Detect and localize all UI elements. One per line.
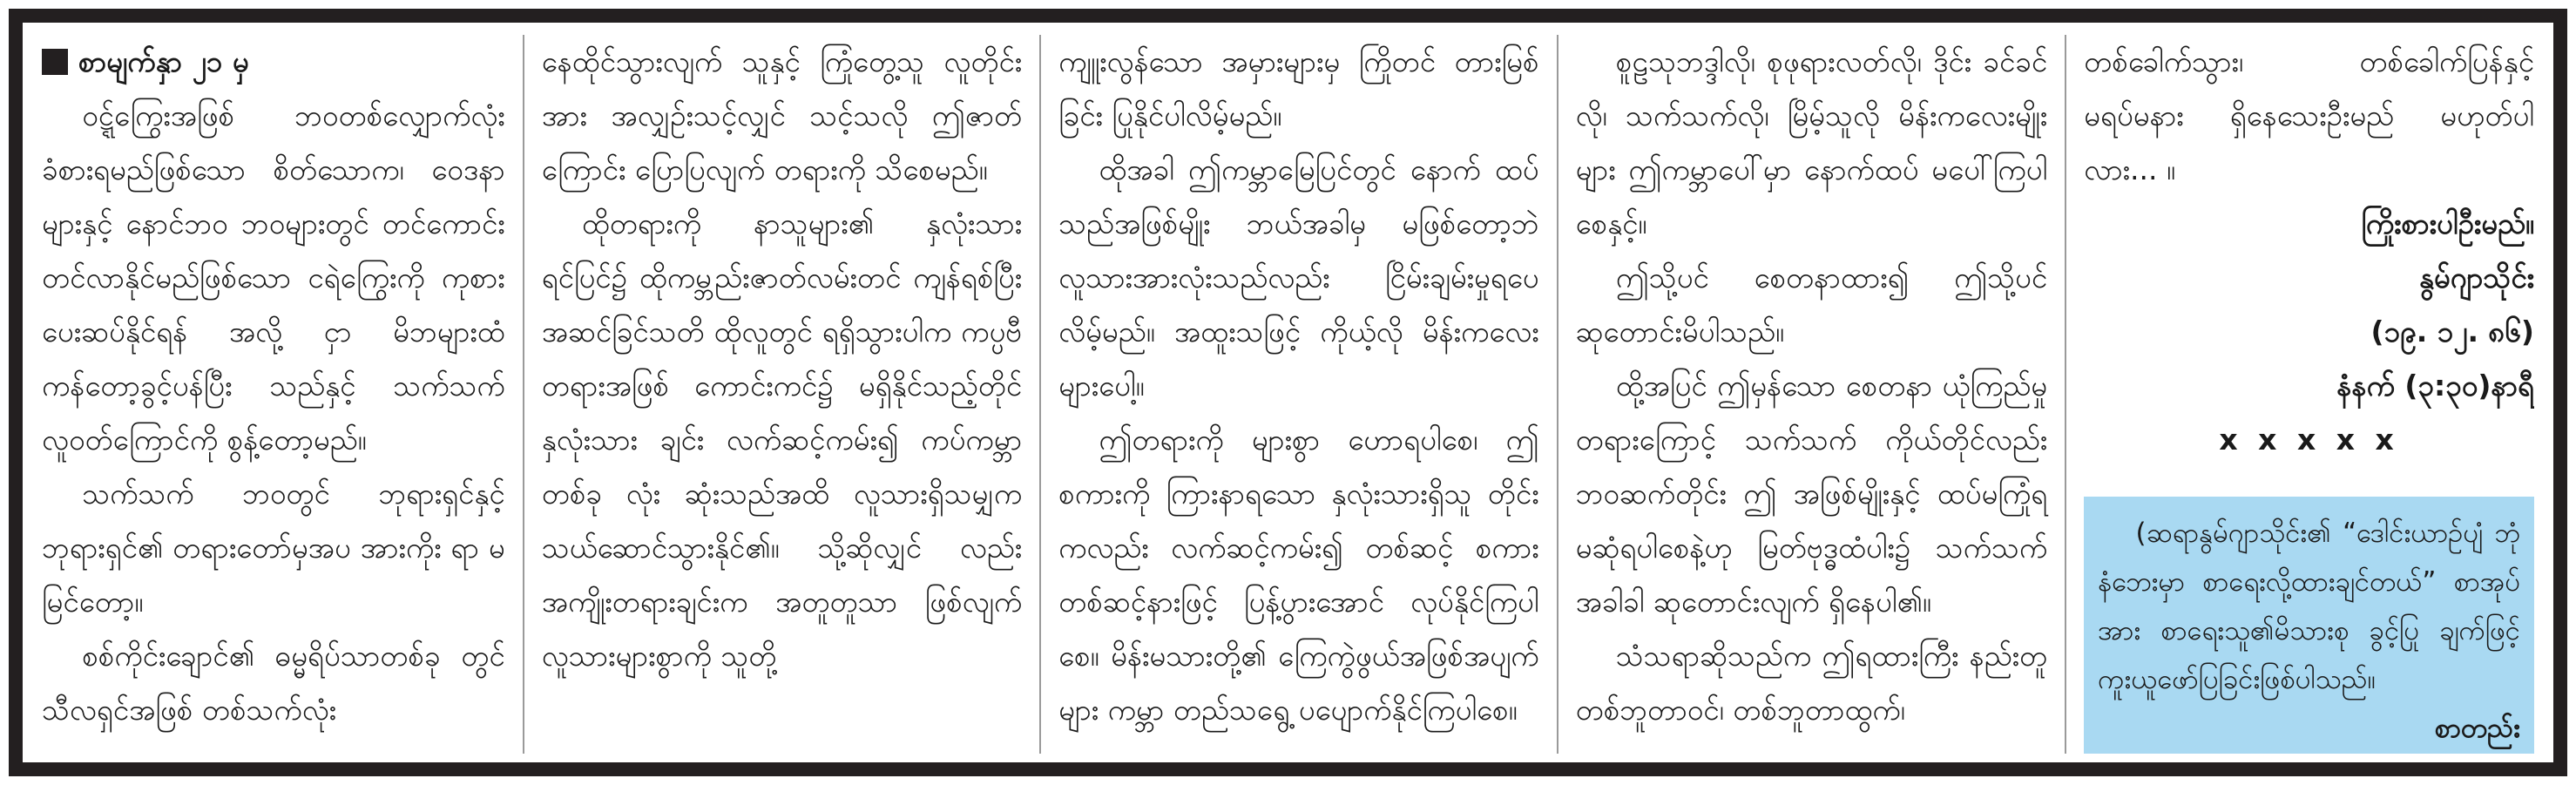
paragraph: နေထိုင်သွားလျက် သူနှင့် ကြုံတွေ့သူ လူတိုင်းအား အလျှဉ်းသင့်လျှင် သင့်သလို ဤဇာတ်ကြောင်း ပြောပြလျက် တရားကို သိစေမည်။	[541, 44, 1023, 186]
closing-line: ကြိုးစားပါဦးမည်။	[2361, 206, 2535, 240]
black-square-icon	[42, 49, 68, 75]
written-date: (၁၉. ၁၂. ၈၆)	[2370, 315, 2535, 349]
paragraph: စူဠသုဘဒ္ဒါလို၊ စုဖုရားလတ်လို၊ ဒိုင်း ခင်ခင်လို၊ သက်သက်လို၊ မြိမ့်သူလို မိန်းကလေးမျိုးများ ဤကမ္ဘာပေါ်မှာ နောက်ထပ် မပေါ်ကြပါစေနှင့်။	[1575, 44, 2048, 240]
editor-note-box	[2084, 497, 2534, 754]
article-body	[23, 23, 2553, 762]
written-time: နံနက် (၃:၃၀)နာရီ	[2336, 369, 2535, 403]
column-2	[524, 35, 1041, 754]
continued-header	[42, 35, 505, 89]
column-4	[1558, 35, 2067, 754]
paragraph: ထိုအခါ ဤကမ္ဘာမြေပြင်တွင် နောက် ထပ် သည်အဖြစ်မျိုး ဘယ်အခါမှ မဖြစ်တော့ဘဲ လူသားအားလုံးသည်လည်း ငြိမ်းချမ်းမှုရပေလိမ့်မည်။ အထူးသဖြင့် ကိုယ့်လို မိန်းကလေးများပေါ့။	[1058, 152, 1539, 403]
column-5	[2066, 35, 2534, 754]
article-page	[9, 9, 2567, 776]
column-3	[1041, 35, 1558, 754]
paragraph: ဤတရားကို များစွာ ဟောရပါစေ၊ ဤ စကားကို ကြားနာရသော နှလုံးသားရှိသူ တိုင်းကလည်း လက်ဆင့်ကမ်း၍ တစ်ဆင့် စကားတစ်ဆင့်နားဖြင့် ပြန့်ပွားအောင် လုပ်နိုင်ကြပါစေ။ မိန်းမသားတို့၏ ကြေကွဲဖွယ်အဖြစ်အပျက်များ ကမ္ဘာ တည်သရွေ့ ပပျောက်နိုင်ကြပါစေ။	[1058, 423, 1539, 727]
column-1	[42, 35, 524, 754]
paragraph: တစ်ခေါက်သွား၊ တစ်ခေါက်ပြန်နှင့် မရပ်မနား ရှိနေသေးဦးမည် မဟုတ်ပါ လား... ။	[2084, 44, 2535, 186]
continued-from-label: စာမျက်နှာ ၂၁ မှ	[78, 44, 249, 78]
paragraph: သံသရာဆိုသည်က ဤရထားကြီး နည်းတူ တစ်ဘူတာဝင်၊ တစ်ဘူတာထွက်၊	[1575, 639, 2048, 727]
editor-note-text: (ဆရာနွမ်ဂျာသိုင်း၏ “ဒေါင်းယာဉ်ပျံ ဘုံနံဘေးမှာ စာရေးလို့ထားချင်တယ်” စာအုပ်အား စာရေးသူ၏မိသားစု ခွင့်ပြု ချက်ဖြင့် ကူးယူဖော်ပြခြင်းဖြစ်ပါသည်။	[2098, 518, 2521, 695]
editor-signoff: စာတည်း	[2434, 713, 2521, 744]
paragraph: ဤသို့ပင် စေတနာထား၍ ဤသို့ပင် ဆုတောင်းမိပါသည်။	[1575, 261, 2048, 349]
paragraph: ဝဋ္ဋ်ကြွေးအဖြစ် ဘဝတစ်လျှောက်လုံး ခံစားရမည်ဖြစ်သော စိတ်သောက၊ ဝေဒနာများနှင့် နောင်ဘဝ ဘဝများတွင် တင်ကောင်း တင်လာနိုင်မည်ဖြစ်သော ငရဲကြွေးကို ကုစားပေးဆပ်နိုင်ရန် အလို့ ငှာ မိဘများထံ ကန်တော့ခွင့်ပန်ပြီး သည်နှင့် သက်သက် လူဝတ်ကြောင်ကို စွန့်တော့မည်။	[42, 98, 505, 457]
paragraph: ကျူးလွန်သော အမှားများမှ ကြိုတင် တားမြစ်ခြင်း ပြုနိုင်ပါလိမ့်မည်။	[1058, 44, 1539, 132]
section-separator: x x x x x	[2219, 423, 2399, 457]
paragraph: ထိုတရားကို နာသူများ၏ နှလုံးသား ရင်ပြင်၌ ထိုကမ္ဘည်းဇာတ်လမ်းတင် ကျန်ရစ်ပြီး အဆင်ခြင်သတိ ထိုလူတွင် ရရှိသွားပါက ကပ္ပဗီတရားအဖြစ် ကောင်းကင်၌ မရှိနိုင်သည့်တိုင် နှလုံးသား ချင်း လက်ဆင့်ကမ်း၍ ကပ်ကမ္ဘာတစ်ခု လုံး ဆုံးသည်အထိ လူသားရှိသမျှက သယ်ဆောင်သွားနိုင်၏။ သို့ဆိုလျှင် လည်း အကျိုးတရားချင်းက အတူတူသာ ဖြစ်လျက် လူသားများစွာကို သူတို့	[541, 206, 1023, 673]
author-name: နွမ်ဂျာသိုင်း	[2418, 261, 2535, 294]
paragraph: သက်သက် ဘဝတွင် ဘုရားရှင်နှင့် ဘုရားရှင်၏ တရားတော်မှအပ အားကိုး ရာ မမြင်တော့။	[42, 477, 505, 619]
paragraph: စစ်ကိုင်းချောင်၏ ဓမ္မရိပ်သာတစ်ခု တွင် သီလရှင်အဖြစ် တစ်သက်လုံး	[42, 639, 505, 727]
paragraph: ထို့အပြင် ဤမှန်သော စေတနာ ယုံကြည်မှု တရားကြောင့် သက်သက် ကိုယ်တိုင်လည်း ဘဝဆက်တိုင်း ဤ အဖြစ်မျိုးနှင့် ထပ်မကြုံရ မဆုံရပါစေနဲ့ဟု မြတ်ဗုဒ္ဓထံပါး၌ သက်သက် အခါခါ ဆုတောင်းလျက် ရှိနေပါ၏။	[1575, 369, 2048, 619]
